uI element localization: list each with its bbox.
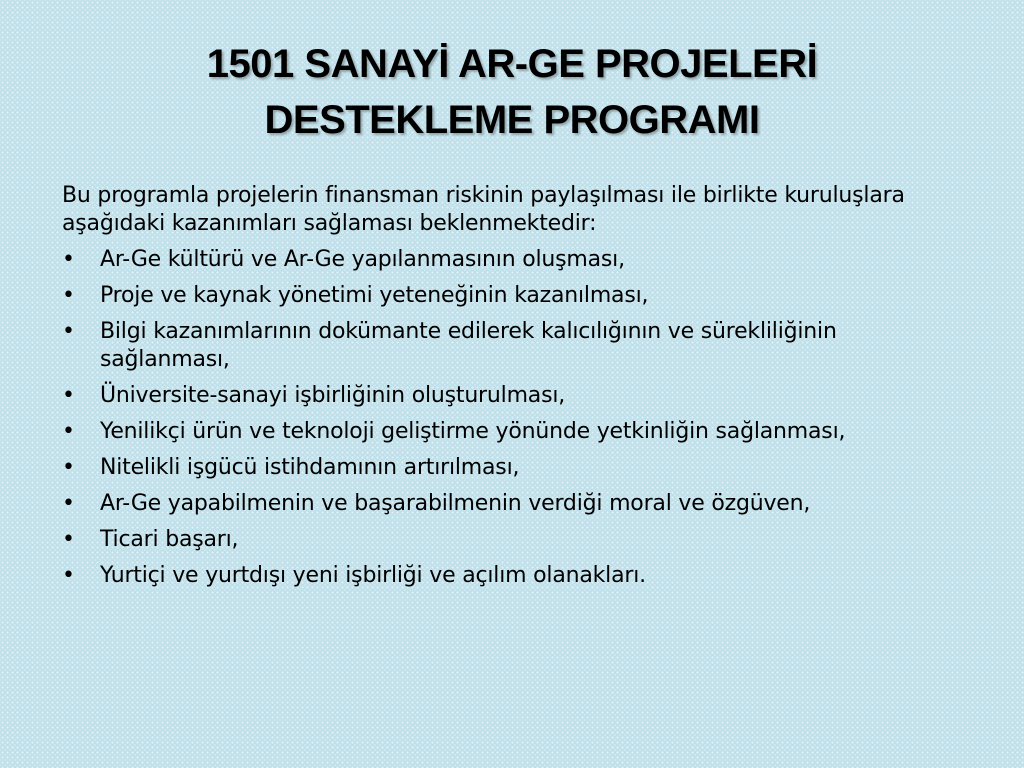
list-item: [62, 526, 972, 554]
intro-paragraph: Bu programla projelerin finansman riskinin paylaşılması ile birlikte kuruluşlara aşağıdaki kazanımları sağlaması beklenmektedir:: [62, 183, 905, 236]
bullet-icon: •: [62, 319, 75, 344]
list-item: [62, 454, 972, 482]
list-item-text: Ticari başarı,: [100, 527, 239, 552]
bullet-icon: •: [62, 527, 75, 552]
list-item-text: Bilgi kazanımlarının dokümante edilerek kalıcılığının ve sürekliliğinin sağlanması,: [100, 319, 837, 372]
bullet-icon: •: [62, 247, 75, 272]
list-item: [62, 246, 972, 274]
list-item: [62, 382, 972, 410]
bullet-list: [62, 246, 972, 590]
list-item-text: Proje ve kaynak yönetimi yeteneğinin kazanılması,: [100, 283, 649, 308]
list-item-text: Nitelikli işgücü istihdamının artırılması,: [100, 455, 520, 480]
slide-body: [62, 182, 972, 598]
list-item: [62, 562, 972, 590]
bullet-icon: •: [62, 563, 75, 588]
list-item-text: Üniversite-sanayi işbirliğinin oluşturulması,: [100, 383, 566, 408]
title-line-1: 1501 SANAYİ AR-GE PROJELERİ: [206, 42, 818, 86]
bullet-icon: •: [62, 283, 75, 308]
list-item: [62, 418, 972, 446]
list-item-text: Ar-Ge yapabilmenin ve başarabilmenin verdiği moral ve özgüven,: [100, 491, 811, 516]
list-item-text: Yurtiçi ve yurtdışı yeni işbirliği ve açılım olanakları.: [100, 563, 646, 588]
list-item-text: Yenilikçi ürün ve teknoloji geliştirme yönünde yetkinliğin sağlanması,: [100, 419, 846, 444]
list-item: [62, 318, 972, 374]
bullet-icon: •: [62, 419, 75, 444]
slide-title: [60, 36, 964, 148]
bullet-icon: •: [62, 383, 75, 408]
list-item: [62, 282, 972, 310]
title-line-2: DESTEKLEME PROGRAMI: [264, 98, 760, 142]
list-item: [62, 490, 972, 518]
bullet-icon: •: [62, 455, 75, 480]
bullet-icon: •: [62, 491, 75, 516]
list-item-text: Ar-Ge kültürü ve Ar-Ge yapılanmasının oluşması,: [100, 247, 625, 272]
